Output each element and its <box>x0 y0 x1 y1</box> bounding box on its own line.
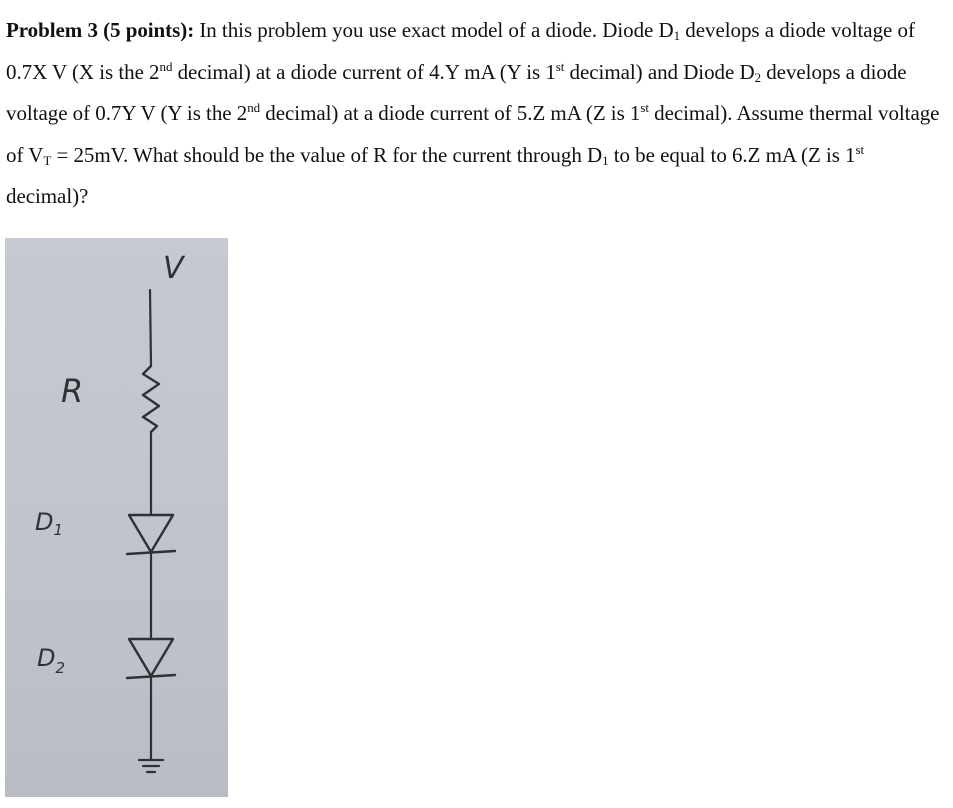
problem-text-4: decimal) and Diode D <box>564 59 755 84</box>
label-r: R <box>61 372 84 410</box>
problem-text-8: = 25mV. What should be the value of R for the current through D <box>51 142 603 167</box>
superscript-st: st <box>640 100 649 115</box>
subscript-d1: 1 <box>602 152 609 168</box>
problem-text-2: develops a diode voltage of 0.7X V (X is the 2 <box>6 18 915 84</box>
diode-d2-triangle <box>129 639 173 676</box>
problem-text-10: decimal)? <box>6 184 89 208</box>
superscript-st: st <box>855 141 865 157</box>
superscript-nd: nd <box>247 100 261 115</box>
problem-text-1: In this problem you use exact model of a diode. Diode D <box>194 18 674 42</box>
superscript-st: st <box>555 58 565 74</box>
subscript-d1: 1 <box>673 28 681 43</box>
diode-d1-triangle <box>129 515 173 552</box>
circuit-drawing <box>5 238 228 797</box>
problem-text-9: to be equal to 6.Z mA (Z is 1 <box>608 142 856 167</box>
label-d2: $D_2$ <box>37 644 66 677</box>
subscript-d2: 2 <box>754 69 762 85</box>
superscript-nd: nd <box>159 58 173 74</box>
problem-text-7: decimal). Assume thermal voltage of V <box>6 101 940 167</box>
problem-text-6: decimal) at a diode current of 5.Z mA (Z is 1 <box>260 101 641 125</box>
subscript-t: T <box>43 152 52 168</box>
resistor-symbol <box>143 366 159 432</box>
label-v: V <box>163 251 184 286</box>
wire-top <box>150 290 151 366</box>
problem-text-5: develops a diode voltage of 0.7Y V (Y is the 2 <box>6 59 907 125</box>
label-d1: $D_1$ <box>35 508 64 539</box>
problem-heading: Problem 3 (5 points): <box>6 18 195 42</box>
problem-statement <box>6 10 946 218</box>
ground-icon <box>139 760 163 772</box>
problem-text-3: decimal) at a diode current of 4.Y mA (Y is 1 <box>172 59 556 84</box>
circuit-photo <box>5 238 228 797</box>
